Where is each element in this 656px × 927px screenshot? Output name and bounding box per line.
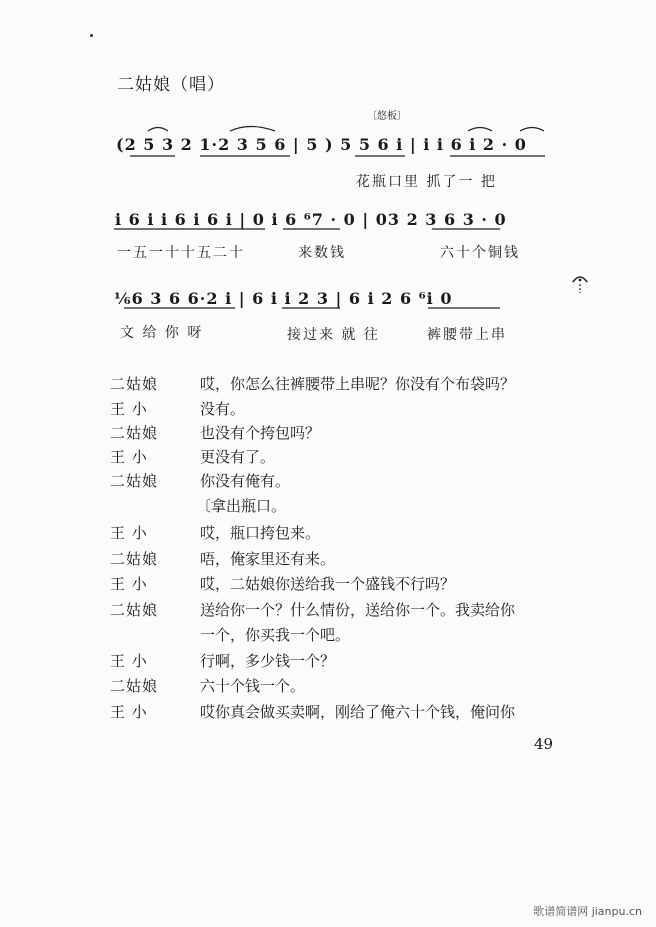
- tempo-mark: 〔悠板〕: [367, 111, 407, 122]
- speck: [90, 34, 93, 37]
- dialogue-line: 没有。: [200, 400, 246, 418]
- dialogue-speaker: 二姑娘: [110, 424, 159, 442]
- score-lyrics-2b: 来数钱: [298, 245, 346, 261]
- dialogue-speaker: 王 小: [110, 400, 148, 418]
- dialogue-speaker: 王 小: [110, 524, 148, 542]
- dialogue-speaker: 二姑娘: [110, 550, 159, 568]
- dialogue-speaker: 二姑娘: [110, 472, 159, 490]
- dialogue-line: 也没有个挎包吗？: [200, 424, 321, 442]
- dialogue-line: 哎，瓶口挎包来。: [200, 524, 321, 542]
- dialogue-line: 唔，俺家里还有来。: [200, 550, 336, 568]
- score-lyrics-2c: 六十个铜钱: [440, 245, 520, 261]
- score-notes-3: ⅙6 3 6 6·2 i | 6 i i 2 3 | 6 i 2 6 ⁶i 0: [114, 289, 453, 308]
- dialogue-line: 哎，你怎么往裤腰带上串呢？你没有个布袋吗？: [200, 375, 516, 393]
- dialogue-speaker: 二姑娘: [110, 375, 159, 393]
- fermata-icon: [571, 272, 589, 294]
- dialogue-line: 哎，二姑娘你送给我一个盛钱不行吗？: [200, 575, 456, 593]
- dialogue-speaker: 二姑娘: [110, 677, 159, 695]
- dialogue-speaker: 王 小: [110, 703, 148, 721]
- page-number: 49: [534, 735, 554, 753]
- dialogue-line: 送给你一个？什么情份，送给你一个。我卖给你: [200, 601, 516, 619]
- dialogue-line: 更没有了。: [200, 448, 276, 466]
- dialogue-speaker: 王 小: [110, 448, 148, 466]
- stage-direction: 〔拿出瓶口。: [196, 497, 287, 515]
- dialogue-speaker: 二姑娘: [110, 601, 159, 619]
- score-lyrics-3c: 裤腰带上串: [427, 327, 507, 343]
- dialogue-speaker: 王 小: [110, 575, 148, 593]
- dialogue-line: 你没有俺有。: [200, 472, 291, 490]
- dialogue-speaker: 王 小: [110, 652, 148, 670]
- score-lyrics-3a: 文 给 你 呀: [120, 325, 204, 341]
- score-notes-1: (2 5 3 2 1·2 3 5 6 | 5 ) 5 5 6 i | i i 6 i 2 · 0: [116, 135, 527, 154]
- dialogue-line: 哎你真会做买卖啊，刚给了俺六十个钱，俺问你: [200, 703, 516, 721]
- score-notes-2: i 6 i i 6 i 6 i | 0 i 6 ⁶7 · 0 | 03 2 3 6 3 · 0: [115, 210, 507, 229]
- dialogue-line: 行啊，多少钱一个？: [200, 652, 336, 670]
- watermark: 歌谱简谱网 jianpu.cn: [533, 905, 642, 918]
- dialogue-line-continued: 一个，你买我一个吧。: [200, 626, 351, 644]
- dialogue-line: 六十个钱一个。: [200, 677, 306, 695]
- score-lyrics-1: 花瓶口里 抓了一 把: [356, 174, 497, 190]
- section-heading: 二姑娘（唱）: [117, 75, 225, 95]
- score-lyrics-3b: 接过来 就 往: [287, 327, 380, 343]
- score-lyrics-2a: 一五一十十五二十: [117, 245, 245, 261]
